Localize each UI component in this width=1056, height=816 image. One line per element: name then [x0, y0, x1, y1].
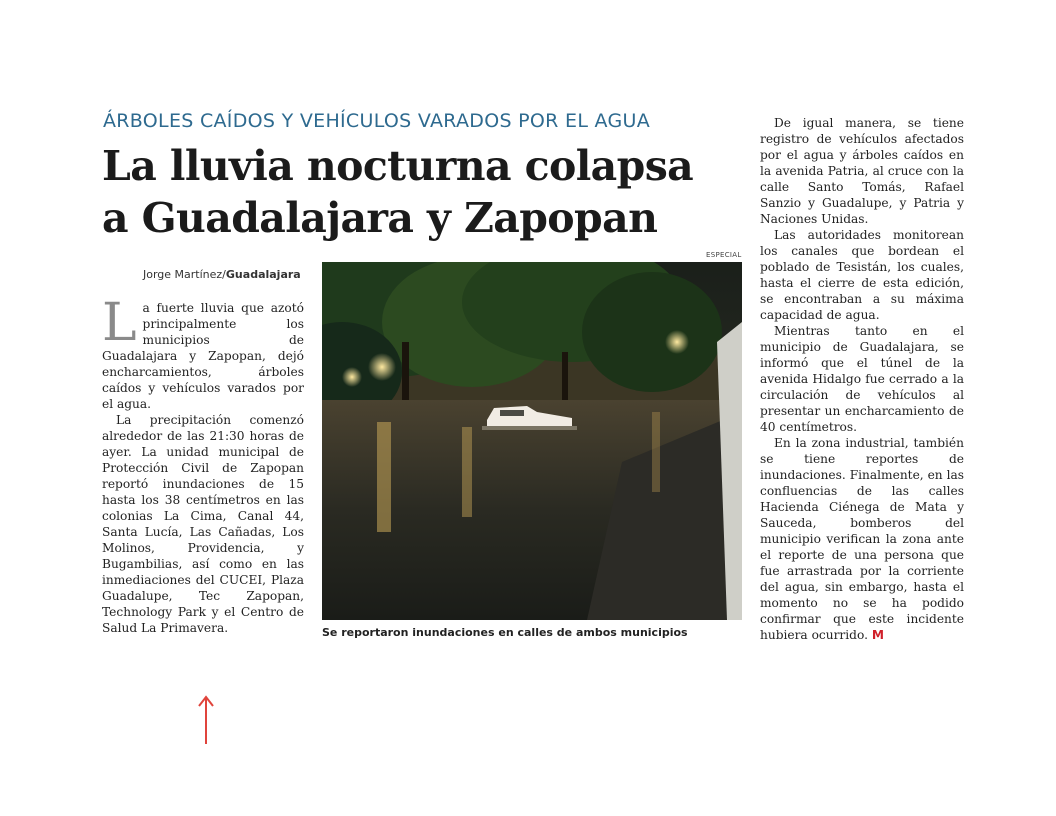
end-mark: M [871, 628, 884, 642]
paragraph: Mientras tanto en el municipio de Guadalajara, se informó que el túnel de la avenida Hidalgo fue cerrado a la circulación de vehículos al presentar un encharcamiento de 40 centímetros. [760, 324, 964, 434]
paragraph-text: a fuerte lluvia que azotó principalmente los municipios de Guadalajara y Zapopan, dejó encharcamientos, árboles caídos y vehículos varados por el agua. [102, 301, 304, 411]
paragraph [102, 293, 304, 412]
byline-city: Guadalajara [225, 268, 301, 281]
headline-line-1: La lluvia nocturna colapsa [102, 142, 694, 190]
paragraph: La precipitación comenzó alrededor de las 21:30 horas de ayer. La unidad municipal de Protección Civil de Zapopan reportó inundaciones de 15 hasta los 38 centímetros en las colonias La Cima, Canal 44, Santa Lucía, Las Cañadas, Los Molinos, Providencia, y Bugambilias, así como en las inmediaciones del CUCEI, Plaza Guadalupe, Tec Zapopan, Technology Park y el Centro de Salud La Primavera. [102, 413, 304, 635]
byline-author: Jorge Martínez/ [143, 268, 226, 281]
article-kicker: ÁRBOLES CAÍDOS Y VEHÍCULOS VARADOS POR EL AGUA [103, 110, 651, 132]
article-column-3 [760, 115, 964, 643]
drop-cap: L [102, 293, 137, 353]
byline [143, 268, 301, 281]
article-column-1 [102, 293, 304, 636]
headline-line-2: a Guadalajara y Zapopan [102, 194, 658, 242]
up-arrow-icon [196, 694, 216, 746]
paragraph [760, 435, 964, 643]
photo-caption: Se reportaron inundaciones en calles de ambos municipios [322, 626, 688, 639]
news-photo [322, 262, 742, 620]
paragraph-text: En la zona industrial, también se tiene reportes de inundaciones. Finalmente, en las confluencias de las calles Hacienda Ciénega de Mata y Sauceda, bomberos del municipio verifican la zona ante el reporte de una persona que fue arrastrada por la corriente del agua, sin embargo, hasta el momento no se ha podido confirmar que este incidente hubiera ocurrido. [760, 436, 964, 642]
photo-credit: ESPECIAL [706, 251, 742, 259]
article-headline [102, 140, 742, 244]
paragraph: Las autoridades monitorean los canales que bordean el poblado de Tesistán, los cuales, hasta el cierre de esta edición, se encontraban a su máxima capacidad de agua. [760, 228, 964, 322]
paragraph: De igual manera, se tiene registro de vehículos afectados por el agua y árboles caídos en la avenida Patria, al cruce con la calle Santo Tomás, Rafael Sanzio y Guadalupe, y Patria y Naciones Unidas. [760, 116, 964, 226]
flooded-street-photo-icon [322, 262, 742, 620]
